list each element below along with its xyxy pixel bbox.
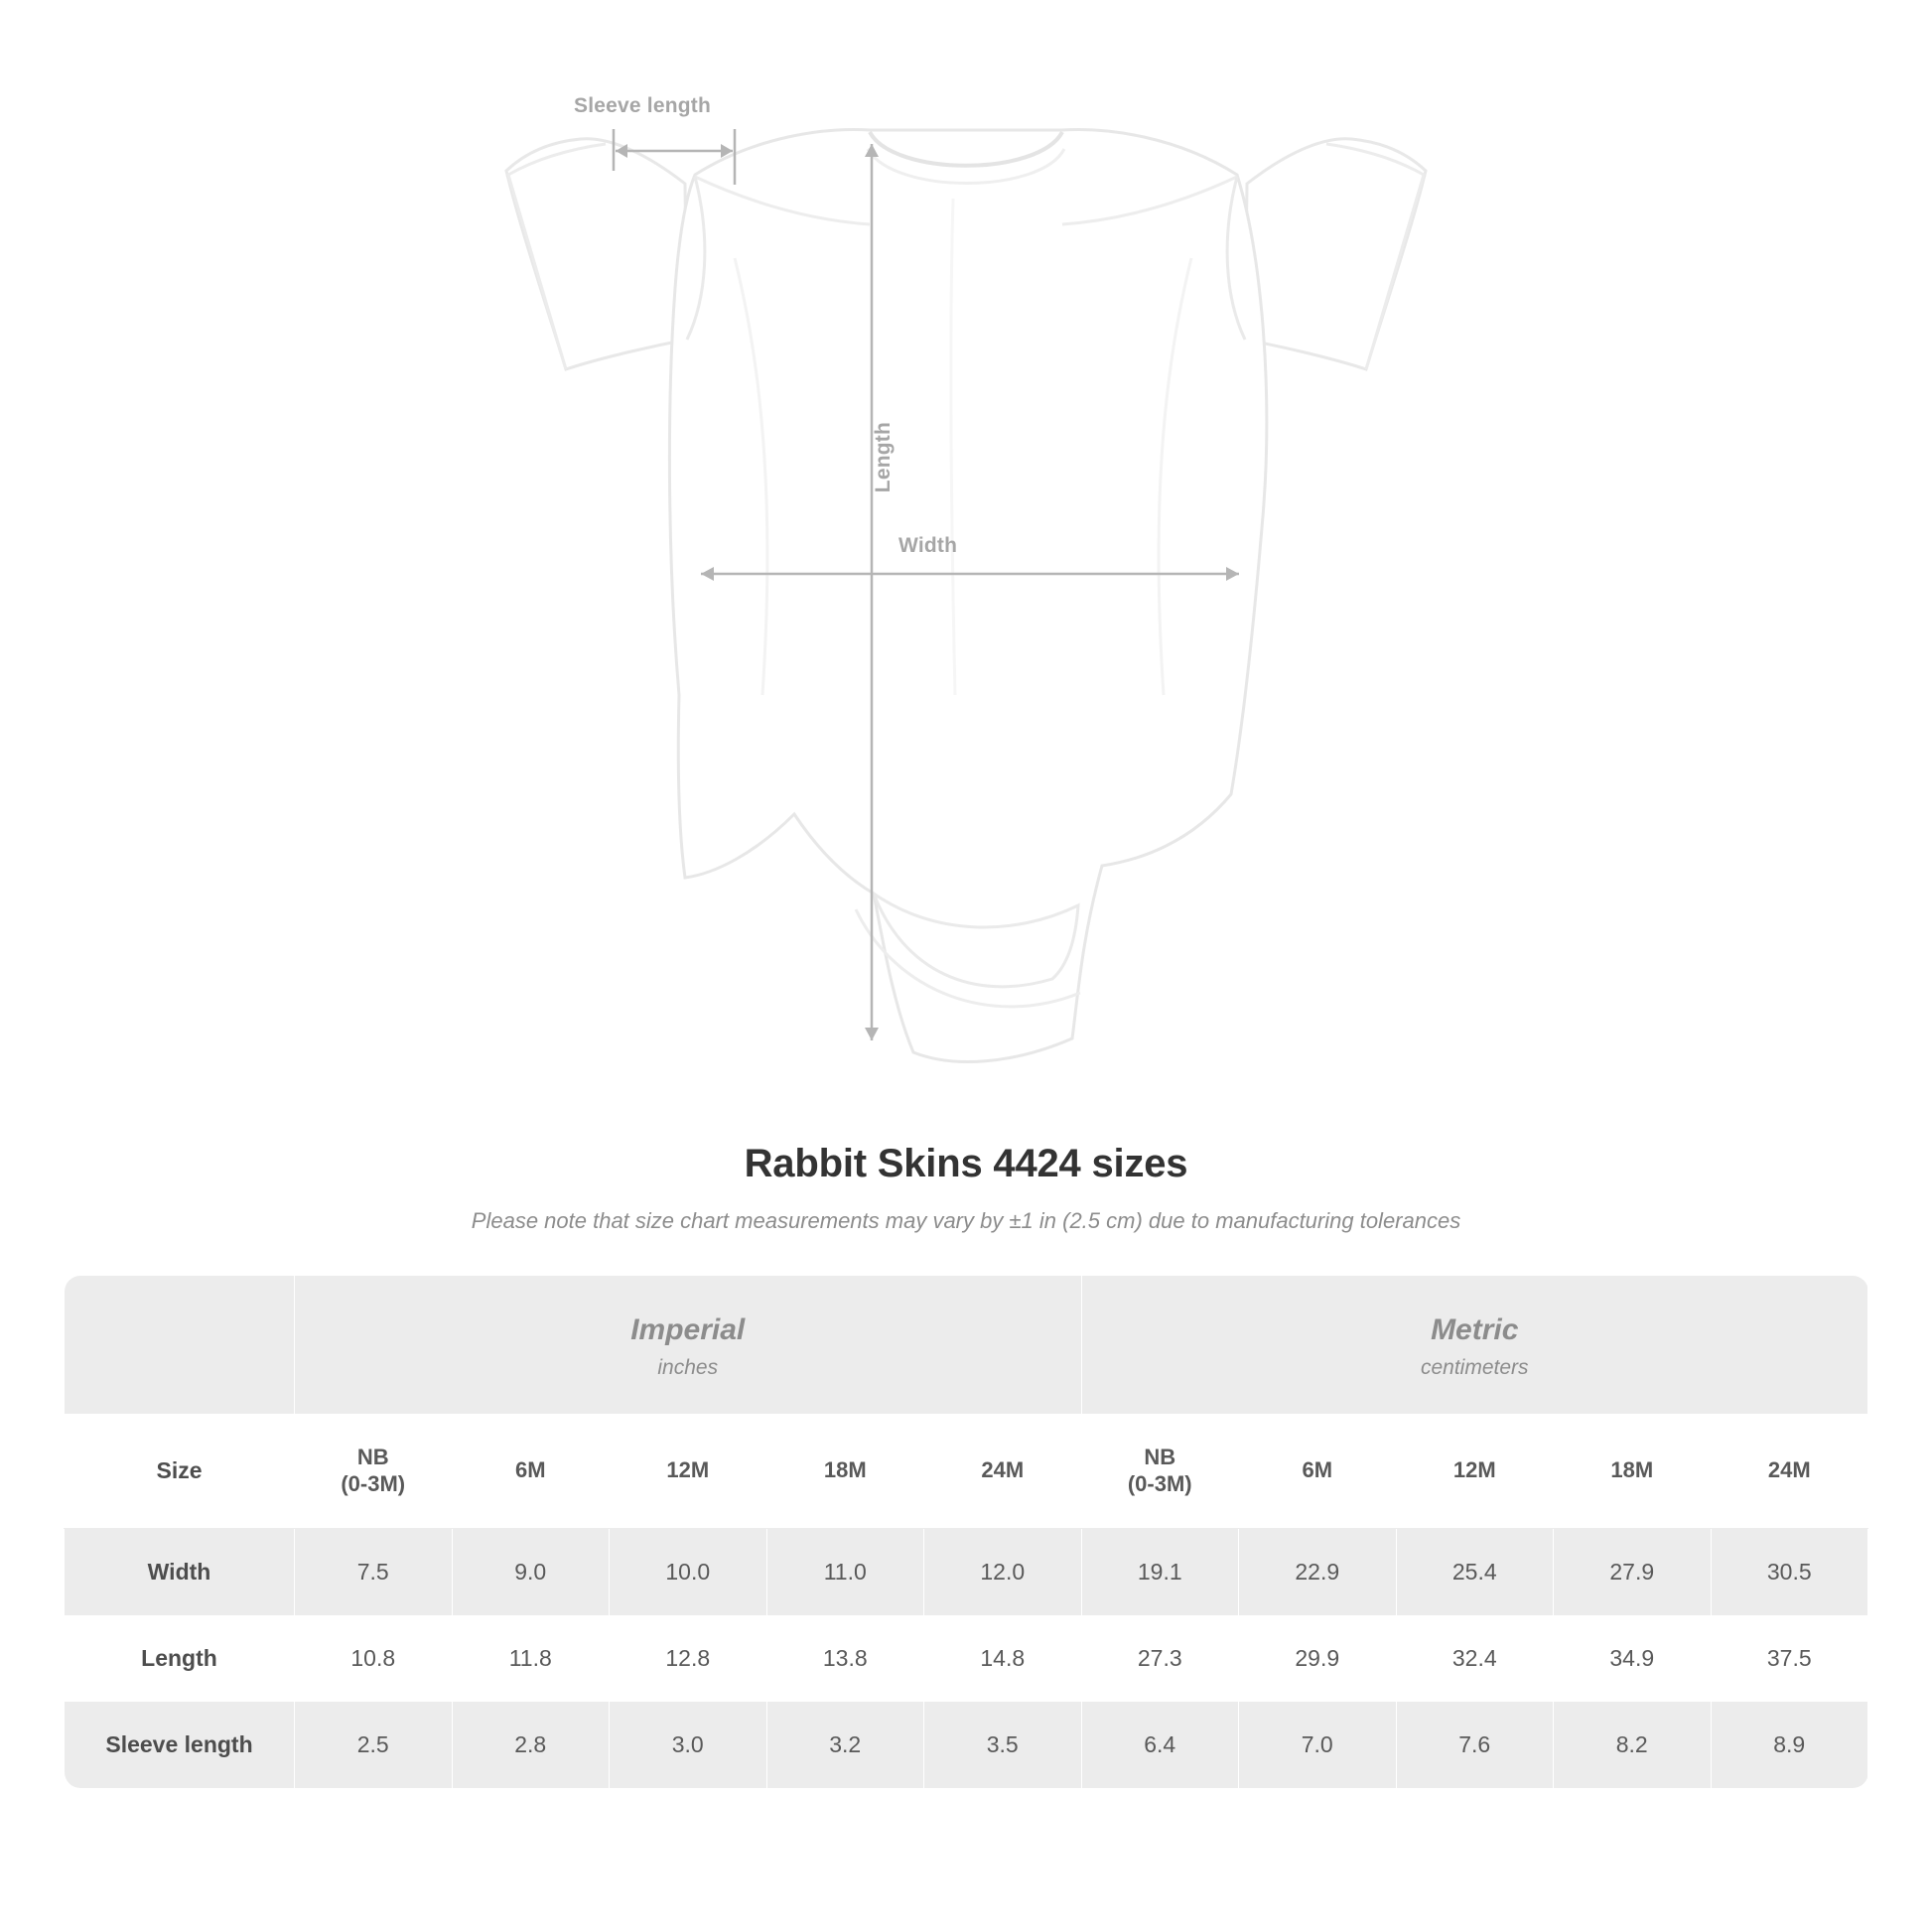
tolerance-note: Please note that size chart measurements may vary by ±1 in (2.5 cm) due to manufacturing tolerances bbox=[471, 1208, 1461, 1233]
length-label: Length bbox=[872, 422, 895, 493]
col-header-line1: NB bbox=[356, 1444, 389, 1469]
cell-width-12m-metric: 25.4 bbox=[1396, 1528, 1554, 1615]
table-row bbox=[65, 1702, 1868, 1788]
col-header-18m-imperial: 18M bbox=[766, 1414, 924, 1529]
cell-length-18m-imperial: 13.8 bbox=[766, 1615, 924, 1702]
col-header-line1: NB bbox=[1144, 1444, 1176, 1469]
cell-length-6m-imperial: 11.8 bbox=[452, 1615, 610, 1702]
width-label: Width bbox=[898, 534, 958, 557]
cell-sleeve-24m-imperial: 3.5 bbox=[924, 1702, 1082, 1788]
sleeve-length-label: Sleeve length bbox=[574, 94, 711, 117]
size-header-label: Size bbox=[65, 1414, 295, 1529]
cell-sleeve-24m-metric: 8.9 bbox=[1711, 1702, 1868, 1788]
cell-length-12m-imperial: 12.8 bbox=[610, 1615, 767, 1702]
col-header-nb-imperial bbox=[295, 1414, 453, 1529]
unit-group-metric-sub: centimeters bbox=[1420, 1355, 1529, 1379]
unit-group-header-row bbox=[65, 1276, 1868, 1414]
cell-sleeve-nb-metric: 6.4 bbox=[1081, 1702, 1239, 1788]
cell-width-6m-imperial: 9.0 bbox=[452, 1528, 610, 1615]
unit-group-imperial bbox=[295, 1276, 1082, 1414]
col-header-line2: (0-3M) bbox=[341, 1471, 406, 1496]
cell-width-12m-imperial: 10.0 bbox=[610, 1528, 767, 1615]
col-header-12m-imperial: 12M bbox=[610, 1414, 767, 1529]
col-header-24m-imperial: 24M bbox=[924, 1414, 1082, 1529]
col-header-6m-metric: 6M bbox=[1239, 1414, 1397, 1529]
cell-width-18m-imperial: 11.0 bbox=[766, 1528, 924, 1615]
col-header-24m-metric: 24M bbox=[1711, 1414, 1868, 1529]
table-row bbox=[65, 1615, 1868, 1702]
cell-length-18m-metric: 34.9 bbox=[1554, 1615, 1712, 1702]
cell-length-24m-imperial: 14.8 bbox=[924, 1615, 1082, 1702]
cell-length-12m-metric: 32.4 bbox=[1396, 1615, 1554, 1702]
row-label-width: Width bbox=[65, 1528, 295, 1615]
size-chart-table bbox=[64, 1276, 1868, 1788]
unit-group-imperial-sub: inches bbox=[657, 1355, 719, 1379]
cell-sleeve-12m-metric: 7.6 bbox=[1396, 1702, 1554, 1788]
cell-sleeve-18m-imperial: 3.2 bbox=[766, 1702, 924, 1788]
size-chart-table-wrap bbox=[64, 1276, 1868, 1788]
row-label-length: Length bbox=[65, 1615, 295, 1702]
cell-width-nb-imperial: 7.5 bbox=[295, 1528, 453, 1615]
cell-length-nb-metric: 27.3 bbox=[1081, 1615, 1239, 1702]
col-header-6m-imperial: 6M bbox=[452, 1414, 610, 1529]
row-label-sleeve-length: Sleeve length bbox=[65, 1702, 295, 1788]
cell-width-24m-imperial: 12.0 bbox=[924, 1528, 1082, 1615]
cell-width-6m-metric: 22.9 bbox=[1239, 1528, 1397, 1615]
col-header-nb-metric bbox=[1081, 1414, 1239, 1529]
cell-sleeve-18m-metric: 8.2 bbox=[1554, 1702, 1712, 1788]
col-header-12m-metric: 12M bbox=[1396, 1414, 1554, 1529]
cell-sleeve-6m-imperial: 2.8 bbox=[452, 1702, 610, 1788]
unit-group-metric bbox=[1081, 1276, 1868, 1414]
col-header-line2: (0-3M) bbox=[1127, 1471, 1192, 1496]
cell-width-nb-metric: 19.1 bbox=[1081, 1528, 1239, 1615]
cell-length-6m-metric: 29.9 bbox=[1239, 1615, 1397, 1702]
size-header-row bbox=[65, 1414, 1868, 1529]
cell-sleeve-6m-metric: 7.0 bbox=[1239, 1702, 1397, 1788]
unit-group-imperial-name: Imperial bbox=[630, 1313, 746, 1346]
cell-sleeve-nb-imperial: 2.5 bbox=[295, 1702, 453, 1788]
cell-width-24m-metric: 30.5 bbox=[1711, 1528, 1868, 1615]
table-row bbox=[65, 1528, 1868, 1615]
page-title: Rabbit Skins 4424 sizes bbox=[744, 1142, 1188, 1185]
unit-header-spacer bbox=[65, 1276, 295, 1414]
unit-group-metric-name: Metric bbox=[1431, 1313, 1519, 1346]
cell-width-18m-metric: 27.9 bbox=[1554, 1528, 1712, 1615]
col-header-18m-metric: 18M bbox=[1554, 1414, 1712, 1529]
cell-length-nb-imperial: 10.8 bbox=[295, 1615, 453, 1702]
title-block bbox=[0, 1142, 1932, 1234]
cell-sleeve-12m-imperial: 3.0 bbox=[610, 1702, 767, 1788]
cell-length-24m-metric: 37.5 bbox=[1711, 1615, 1868, 1702]
